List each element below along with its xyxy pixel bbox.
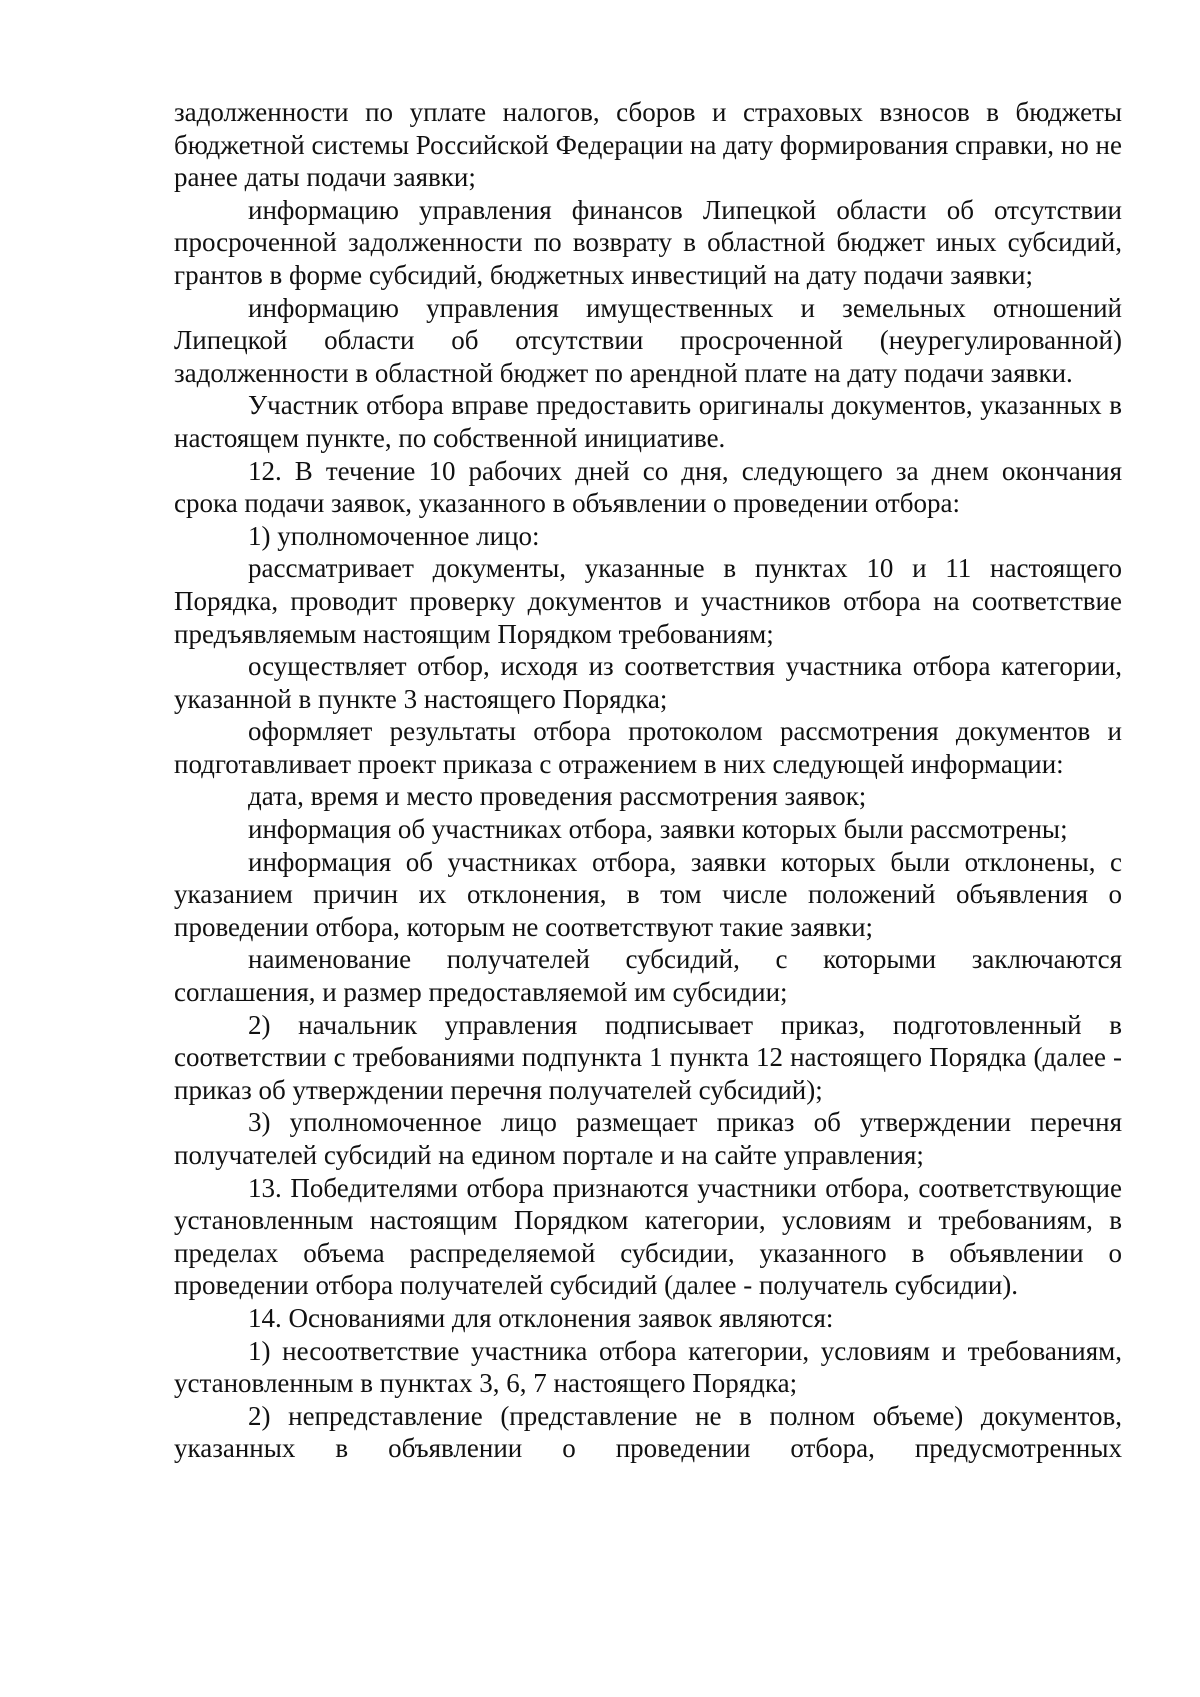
paragraph-reviewed-participants: информация об участниках отбора, заявки которых были рассмотрены; [248,814,1068,845]
paragraph-property-info: информацию управления имущественных и земельных отношений Липецкой области об отсутствии просроченной (неурегулированной) задолженности в областной бюджет по арендной плате на дату подачи заявки. [174,292,1122,388]
paragraph-item-13-winners: 13. Победителями отбора признаются участники отбора, соответствующие установленным настоящим Порядком категории, условиям и требованиям, в пределах объема распределяемой субсидии, указанного в объявлении о проведении отбора получателей субсидий (далее - получатель субсидии). [174,1172,1122,1301]
paragraph-recipients-names: наименование получателей субсидий, с которыми заключаются соглашения, и размер предоставляемой им субсидии; [174,944,1122,1008]
paragraph-date-time-place: дата, время и место проведения рассмотрения заявок; [248,781,867,812]
paragraph-authorized-person: 1) уполномоченное лицо: [248,520,540,551]
paragraph-publishes-order: 3) уполномоченное лицо размещает приказ об утверждении перечня получателей субсидий на едином портале и на сайте управления; [174,1107,1122,1170]
paragraph-head-signs-order: 2) начальник управления подписывает приказ, подготовленный в соответствии с требованиями подпункта 1 пункта 12 настоящего Порядка (далее - приказ об утверждении перечня получателей субсидий); [174,1009,1122,1105]
paragraph-reviews-documents: рассматривает документы, указанные в пунктах 10 и 11 настоящего Порядка, проводит проверку документов и участников отбора на соответствие предъявляемым настоящим Порядком требованиям; [174,553,1122,649]
paragraph-rejected-participants: информация об участниках отбора, заявки которых были отклонены, с указанием причин их отклонения, в том числе положений объявления о проведении отбора, которым не соответствуют такие заявки; [174,846,1122,942]
paragraph-ground-2: 2) непредставление (представление не в полном объеме) документов, указанных в объявлении о проведении отбора, предусмотренных [174,1400,1122,1464]
document-page [174,96,1122,1465]
paragraph-item-14-grounds: 14. Основаниями для отклонения заявок являются: [248,1302,834,1333]
paragraph-finance-info: информацию управления финансов Липецкой области об отсутствии просроченной задолженности по возврату в областной бюджет иных субсидий, грантов в форме субсидий, бюджетных инвестиций на дату подачи заявки; [174,194,1122,290]
paragraph-originals: Участник отбора вправе предоставить оригиналы документов, указанных в настоящем пункте, по собственной инициативе. [174,390,1122,453]
paragraph-ground-1: 1) несоответствие участника отбора категории, условиям и требованиям, установленным в пунктах 3, 6, 7 настоящего Порядка; [174,1335,1122,1399]
paragraph-performs-selection: осуществляет отбор, исходя из соответствия участника отбора категории, указанной в пункте 3 настоящего Порядка; [174,651,1122,714]
paragraph-protocol: оформляет результаты отбора протоколом рассмотрения документов и подготавливает проект приказа с отражением в них следующей информации: [174,716,1122,779]
paragraph-item-12: 12. В течение 10 рабочих дней со дня, следующего за днем окончания срока подачи заявок, указанного в объявлении о проведении отбора: [174,455,1122,519]
paragraph-debt-taxes: задолженности по уплате налогов, сборов и страховых взносов в бюджеты бюджетной системы Российской Федерации на дату формирования справки, но не ранее даты подачи заявки; [174,97,1122,193]
